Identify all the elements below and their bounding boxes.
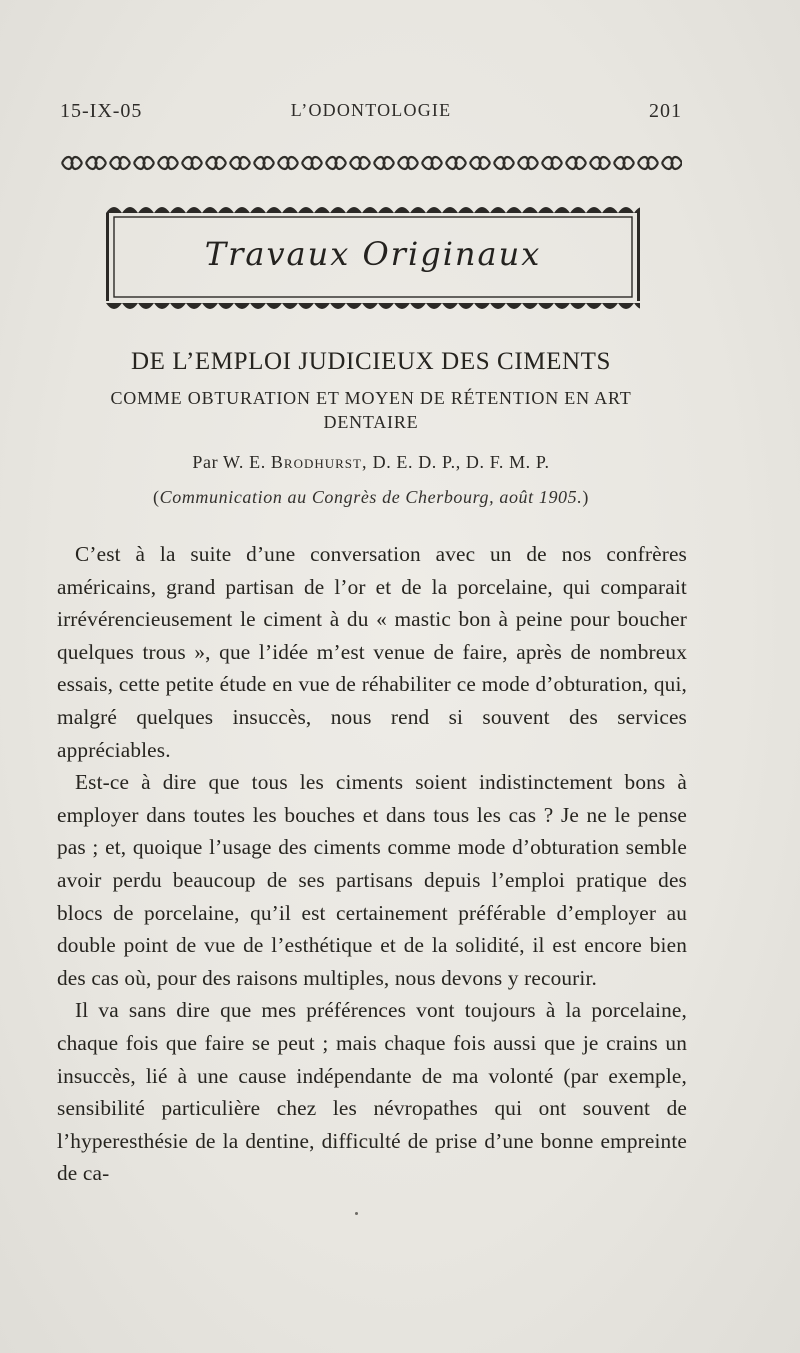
article-body [57,538,687,1190]
paren-close: ) [582,487,589,507]
communication-text: Communication au Congrès de Cherbourg, août 1905. [159,487,583,507]
article-subtitle-line: COMME OBTURATION ET MOYEN DE RÉTENTION EN ART [110,388,632,408]
section-title-frame [106,203,640,311]
header-date: 15-IX-05 [60,100,143,122]
byline-prefix: Par W. E. [192,452,266,472]
ornament-band [60,152,682,174]
author-credentials: D. E. D. P., D. F. M. P. [372,452,550,472]
article-title: DE L’EMPLOI JUDICIEUX DES CIMENTS [131,348,611,375]
running-header [60,100,682,130]
paragraph: Est-ce à dire que tous les ciments soient indistinctement bons à employer dans toutes les bouches et dans tous les cas ? Je ne le pense pas ; et, quoique l’usage des ciments comme mode d’obturation semble avoir perdu beaucoup de ses partisans depuis l’emploi pratique des blocs de porcelaine, qu’il est certainement préférable d’employer au double point de vue de l’esthétique et de la solidité, il est encore bien des cas où, pour des raisons multiples, nous devons y recourir. [57,770,687,990]
byline [60,452,682,473]
page-number: 201 [649,100,682,122]
article-subtitle [60,386,682,434]
section-title: Travaux Originaux [204,235,542,273]
page-speck [355,1212,358,1215]
paragraph: Il va sans dire que mes préférences vont toujours à la porcelaine, chaque fois que faire se peut ; mais chaque fois aussi que je crains un insuccès, lié à une cause indépendante de ma volonté (par exemple, sensibilité particulière chez les névropathes qui ont souvent de l’hyperesthésie de la dentine, difficulté de prise d’une bonne empreinte de ca- [57,998,687,1186]
paragraph: C’est à la suite d’une conversation avec un de nos confrères américains, grand partisan de l’or et de la porcelaine, qui comparait irrévérencieusement le ciment à du « mastic bon à peine pour boucher quelques trous », que l’idée m’est venue de faire, après de nombreux essais, cette petite étude en vue de réhabiliter ce mode d’obturation, qui, malgré quelques insuccès, nous rend si souvent des services appréciables. [57,542,687,762]
author-name: Brodhurst, [270,452,368,472]
journal-title: L’ODONTOLOGIE [290,100,452,120]
paren-open: ( [153,487,160,507]
article-subtitle-line: DENTAIRE [323,412,419,432]
communication-note [60,487,682,508]
